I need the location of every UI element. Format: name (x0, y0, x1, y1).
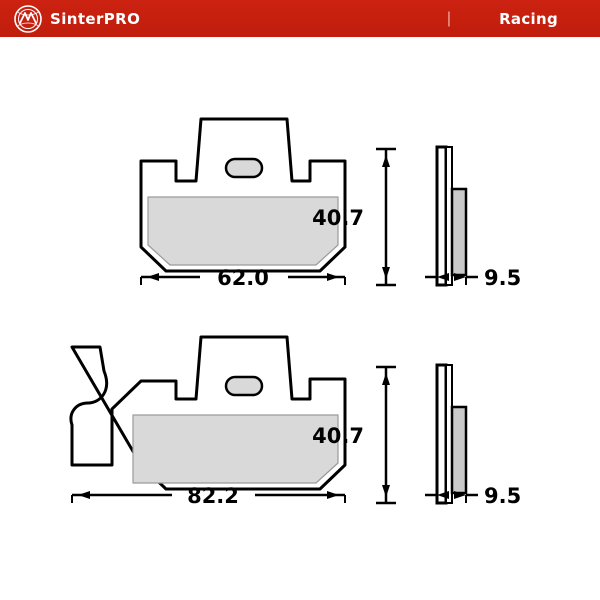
sinter-logo-icon (14, 5, 42, 33)
dimension-bottom-thickness-label: 9.5 (484, 484, 522, 508)
dimension-bottom-width-label: 82.2 (187, 484, 239, 508)
header-separator: | (446, 9, 452, 27)
pad-top-group (141, 119, 521, 290)
dimension-bottom-height-label: 40.7 (312, 424, 364, 448)
pad-top-slot (226, 159, 262, 177)
pad-bottom-slot (226, 377, 262, 395)
pad-top-side-view (437, 147, 466, 285)
dimension-top-width-label: 62.0 (217, 266, 269, 290)
dimension-top-height-label: 40.7 (312, 206, 364, 230)
pad-bottom-group (71, 337, 521, 508)
brand-name: SinterPRO (50, 9, 141, 28)
dimension-top-thickness-label: 9.5 (484, 266, 522, 290)
pad-bottom-side-view (437, 365, 466, 503)
technical-drawing-canvas (0, 37, 600, 600)
product-category-label: Racing (499, 9, 558, 28)
app-header (0, 0, 600, 37)
pad-top-friction-surface (148, 197, 338, 265)
pad-bottom-friction-surface (133, 415, 338, 483)
